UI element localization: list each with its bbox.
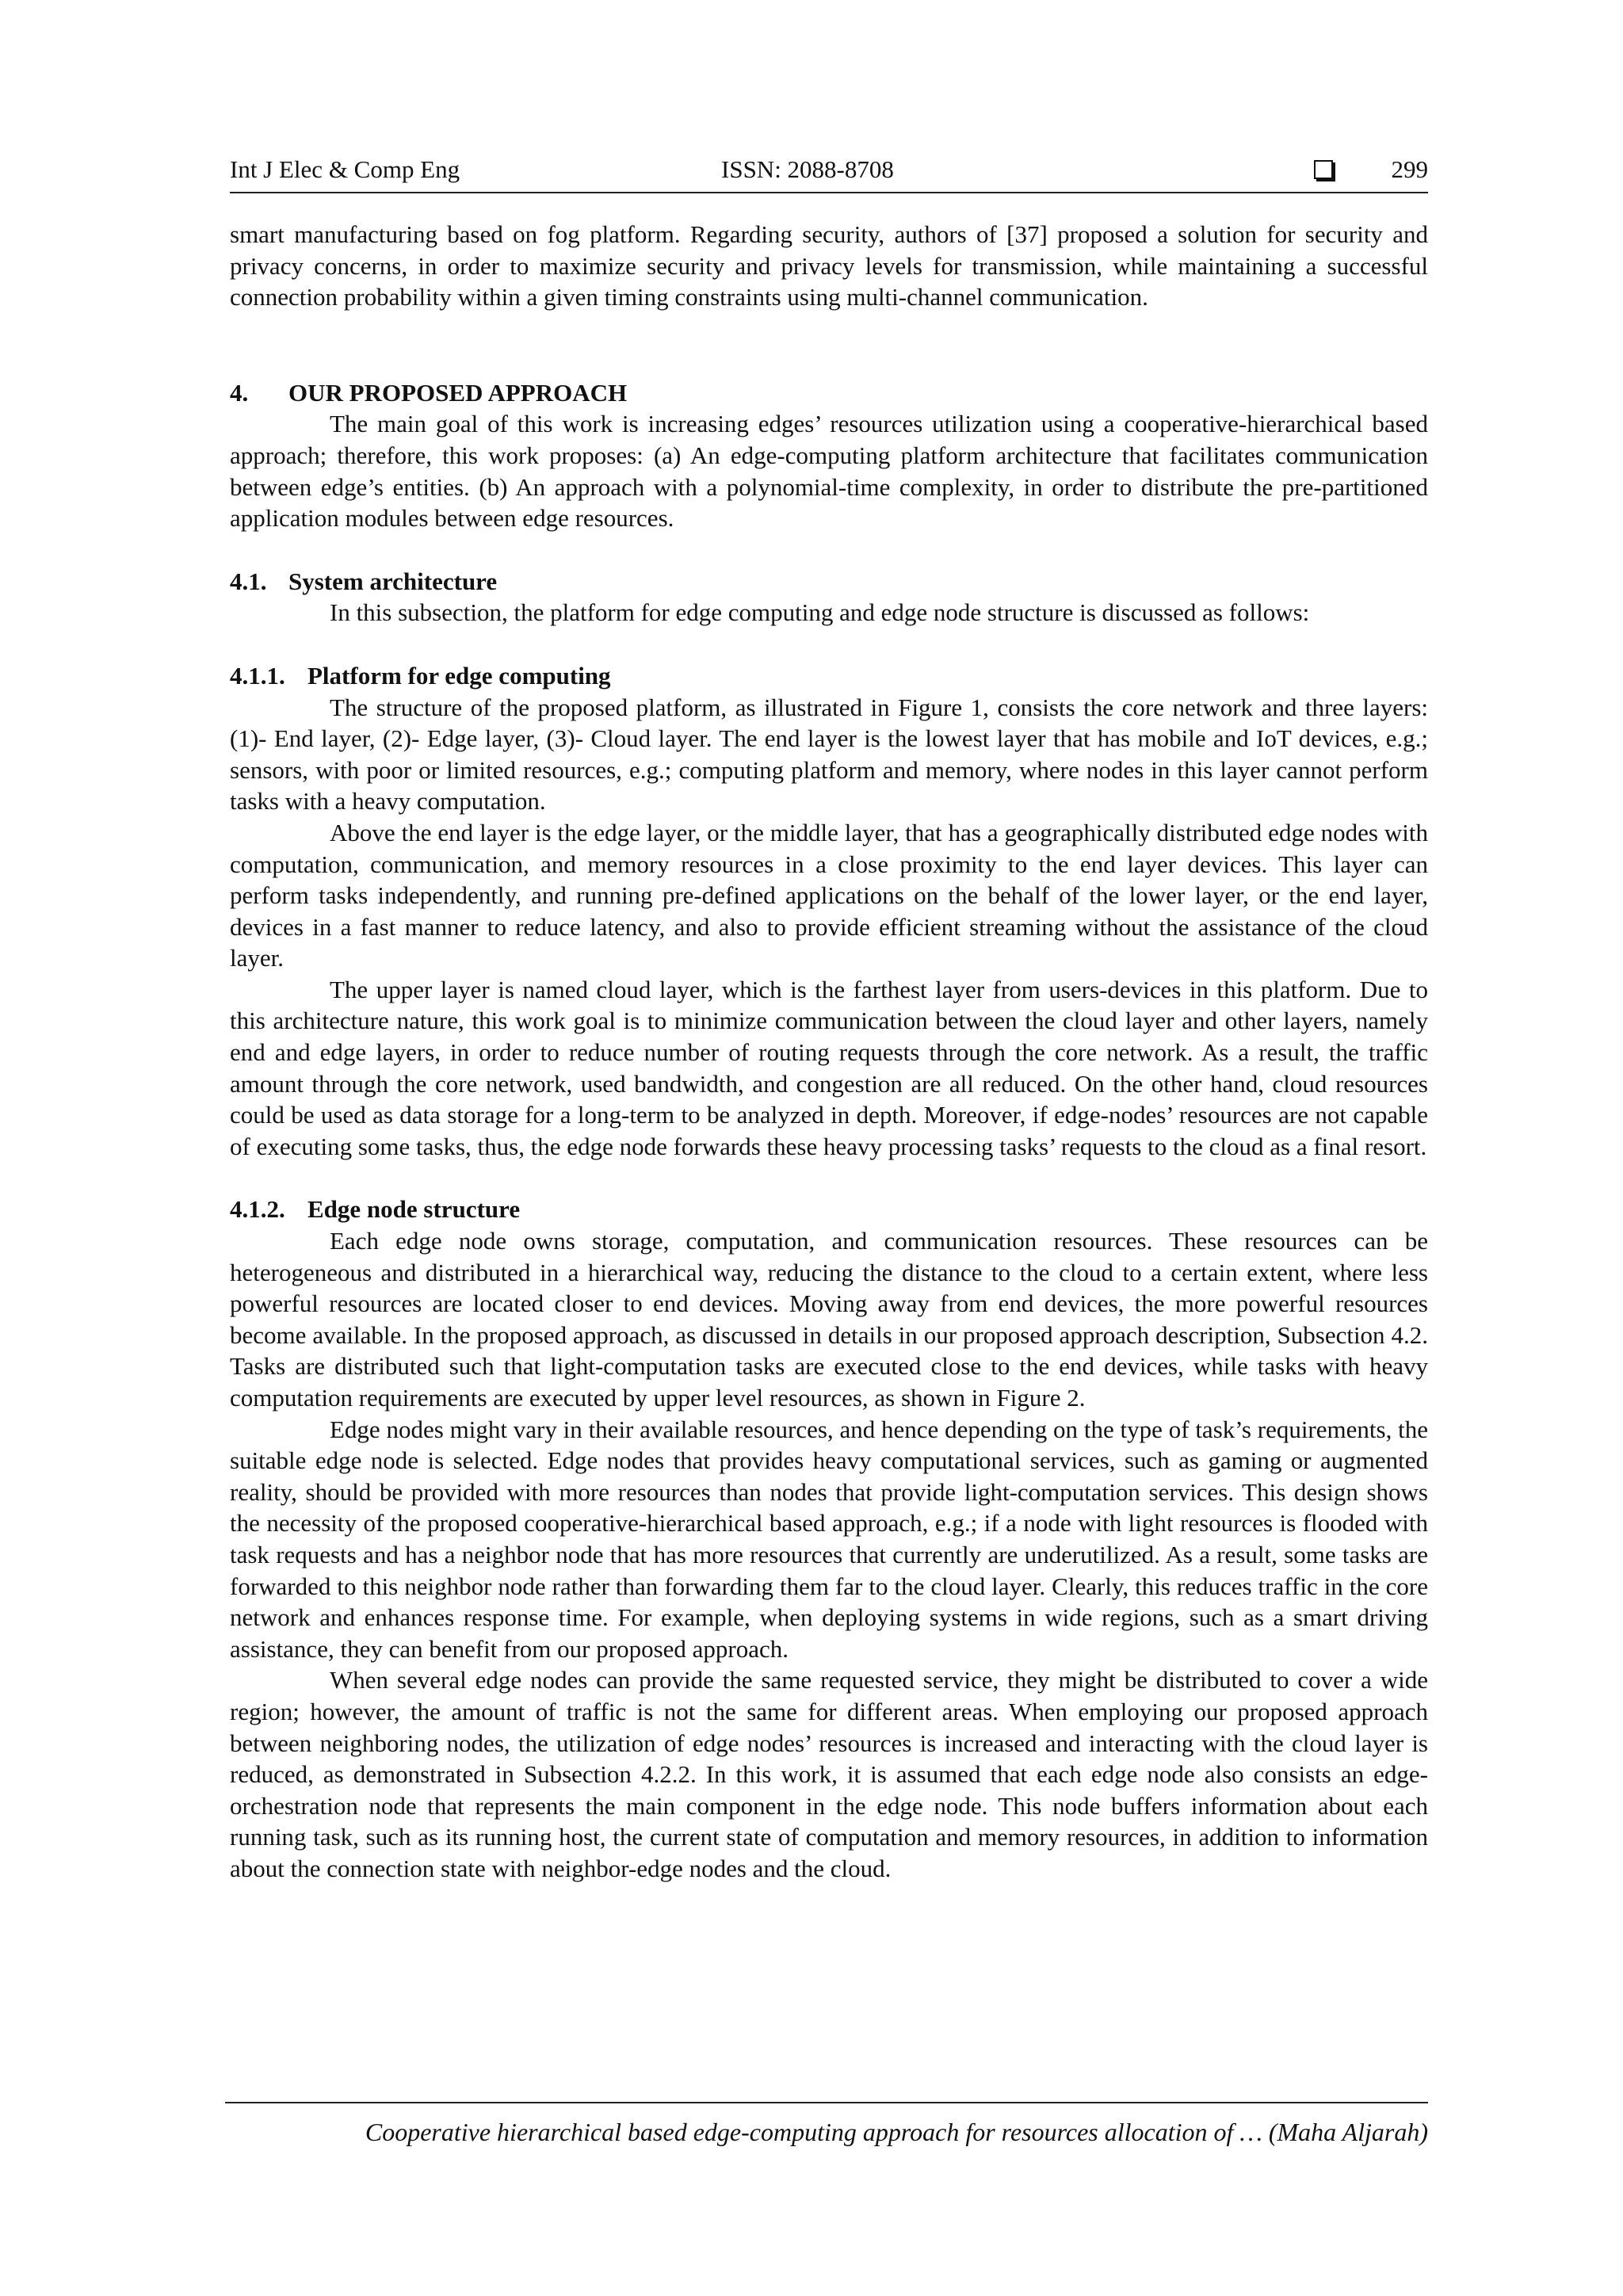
section-4-1-2-heading (230, 1194, 1428, 1225)
section-4-paragraph: The main goal of this work is increasing edges’ resources utilization using a cooperative-hierarchical based approach; therefore, this work proposes: (a) An edge-computing platform architecture that facilitates communication between edge’s entities. (b) An approach with a polynomial-time complexity, in order to distribute the pre-partitioned application modules between edge resources. (230, 410, 1428, 533)
paragraph: Edge nodes might vary in their available resources, and hence depending on the type of task’s requirements, the suitable edge node is selected. Edge nodes that provides heavy computational services, such as gaming or augmented reality, should be provided with more resources than nodes that provide light-computation services. This design shows the necessity of the proposed cooperative-hierarchical based approach, e.g.; if a node with light resources is flooded with task requests and has a neighbor node that has more resources that currently are underutilized. As a result, some tasks are forwarded to this neighbor node rather than forwarding them far to the cloud layer. Clearly, this reduces traffic in the core network and enhances response time. For example, when deploying systems in wide regions, such as a smart driving assistance, they can benefit from our proposed approach. (230, 1415, 1428, 1663)
paragraph: Each edge node owns storage, computation, and communication resources. These resources can be heterogeneous and distributed in a hierarchical way, reducing the distance to the cloud to a certain extent, where less powerful resources are located closer to end devices. Moving away from end devices, the more powerful resources become available. In the proposed approach, as discussed in details in our proposed approach description, Subsection 4.2. Tasks are distributed such that light-computation tasks are executed close to the end devices, while tasks with heavy computation requirements are executed by upper level resources, as shown in Figure 2. (230, 1227, 1428, 1412)
section-number: 4.1.2. (230, 1195, 285, 1224)
section-title: System architecture (288, 567, 498, 595)
section-number: 4.1. (230, 567, 267, 595)
body-text (230, 219, 1428, 1885)
running-footer: Cooperative hierarchical based edge-computing approach for resources allocation of … (Maha Aljarah) (225, 2102, 1428, 2147)
section-4-heading (230, 377, 1428, 409)
page-number: 299 (1391, 155, 1428, 183)
issn: ISSN: 2088-8708 (721, 155, 894, 183)
running-header (230, 155, 1428, 193)
section-4-1-heading (230, 566, 1428, 598)
page (230, 0, 1428, 2296)
section-number: 4.1.1. (230, 661, 285, 690)
paragraph: The structure of the proposed platform, as illustrated in Figure 1, consists the core network and three layers: (1)- End layer, (2)- Edge layer, (3)- Cloud layer. The end layer is the lowest layer that has mobile and IoT devices, e.g.; sensors, with poor or limited resources, e.g.; computing platform and memory, where nodes in this layer cannot perform tasks with a heavy computation. (230, 693, 1428, 816)
intro-paragraph: smart manufacturing based on fog platform. Regarding security, authors of [37] proposed a solution for security and privacy concerns, in order to maximize security and privacy levels for transmission, while maintaining a successful connection probability within a given timing constraints using multi-channel communication. (230, 220, 1428, 311)
section-title: Platform for edge computing (307, 661, 611, 690)
journal-name: Int J Elec & Comp Eng (230, 155, 460, 183)
paragraph: When several edge nodes can provide the same requested service, they might be distributed to cover a wide region; however, the amount of traffic is not the same for different areas. When employing our proposed approach between neighboring nodes, the utilization of edge nodes’ resources is increased and interacting with the cloud layer is reduced, as demonstrated in Subsection 4.2.2. In this work, it is assumed that each edge node also consists an edge-orchestration node that represents the main component in the edge node. This node buffers information about each running task, such as its running host, the current state of computation and memory resources, in addition to information about the connection state with neighbor-edge nodes and the cloud. (230, 1666, 1428, 1882)
section-4-1-paragraph: In this subsection, the platform for edge computing and edge node structure is discussed as follows: (330, 598, 1310, 627)
section-title: OUR PROPOSED APPROACH (288, 378, 628, 407)
paragraph: The upper layer is named cloud layer, which is the farthest layer from users-devices in this platform. Due to this architecture nature, this work goal is to minimize communication between the cloud layer and other layers, namely end and edge layers, in order to reduce number of routing requests through the core network. As a result, the traffic amount through the core network, used bandwidth, and congestion are all reduced. On the other hand, cloud resources could be used as data storage for a long-term to be analyzed in depth. Moreover, if edge-nodes’ resources are not capable of executing some tasks, thus, the edge node forwards these heavy processing tasks’ requests to the cloud as a final resort. (230, 975, 1428, 1160)
checkbox-square-icon (1314, 160, 1333, 179)
section-number: 4. (230, 378, 249, 407)
section-title: Edge node structure (307, 1195, 521, 1224)
paragraph: Above the end layer is the edge layer, or the middle layer, that has a geographically distributed edge nodes with computation, communication, and memory resources in a close proximity to the end layer devices. This layer can perform tasks independently, and running pre-defined applications on the behalf of the lower layer, or the end layer, devices in a fast manner to reduce latency, and also to provide efficient streaming without the assistance of the cloud layer. (230, 818, 1428, 972)
section-4-1-1-heading (230, 660, 1428, 692)
